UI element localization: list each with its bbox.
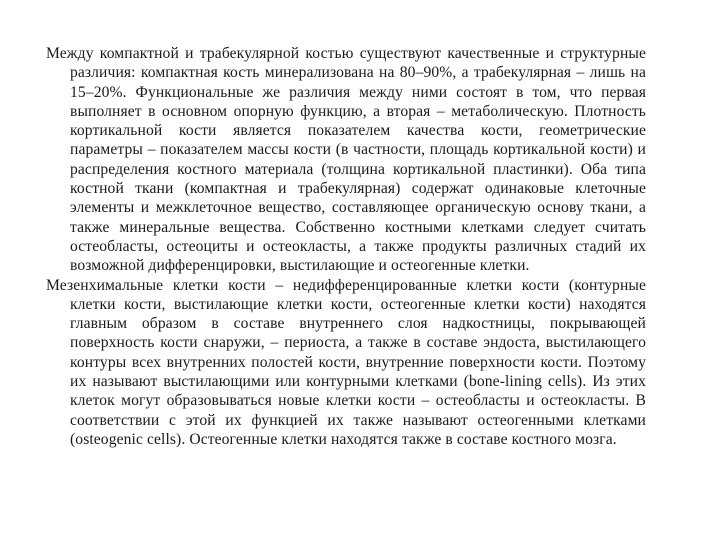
paragraph-bone-differences: Между компактной и трабекулярной костью существуют качественные и структурные различия: компактная кость минерализована на 80–90%, а трабекулярная – лишь на 15–20%. Функциональные же различия между ними состоят в том, что первая выполняет в основном опорную функцию, а вторая – метаболическую. Плотность кортикальной кости является показателем качества кости, геометрические параметры – показателем массы кости (в частности, площадь кортикальной кости) и распределения костного материала (толщина кортикальной пластинки). Оба типа костной ткани (компактная и трабекулярная) содержат одинаковые клеточные элементы и межклеточное вещество, составляющее органическую основу ткани, а также минеральные вещества. Собственно костными клетками следует считать остеобласты, остеоциты и остеокласты, а также продукты различных стадий их возможной дифференцировки, выстилающие и остеогенные клетки. <box>46 45 646 275</box>
paragraph-mesenchymal-cells: Мезенхимальные клетки кости – недифференцированные клетки кости (контурные клетки кости, выстилающие клетки кости, остеогенные клетки кости) находятся главным образом в составе внутреннего слоя надкостницы, покрывающей поверхность кости снаружи, – периоста, а также в составе эндоста, выстилающего контуры всех внутренних полостей кости, внутренние поверхности кости. Поэтому их называют выстилающими или контурными клетками (bone-lining cells). Из этих клеток могут образовываться новые клетки кости – остеобласты и остеокласты. В соответствии с этой их функцией их также называют остеогенными клетками (osteogenic cells). Остеогенные клетки находятся также в составе костного мозга. <box>46 276 646 448</box>
document-body <box>46 44 646 449</box>
